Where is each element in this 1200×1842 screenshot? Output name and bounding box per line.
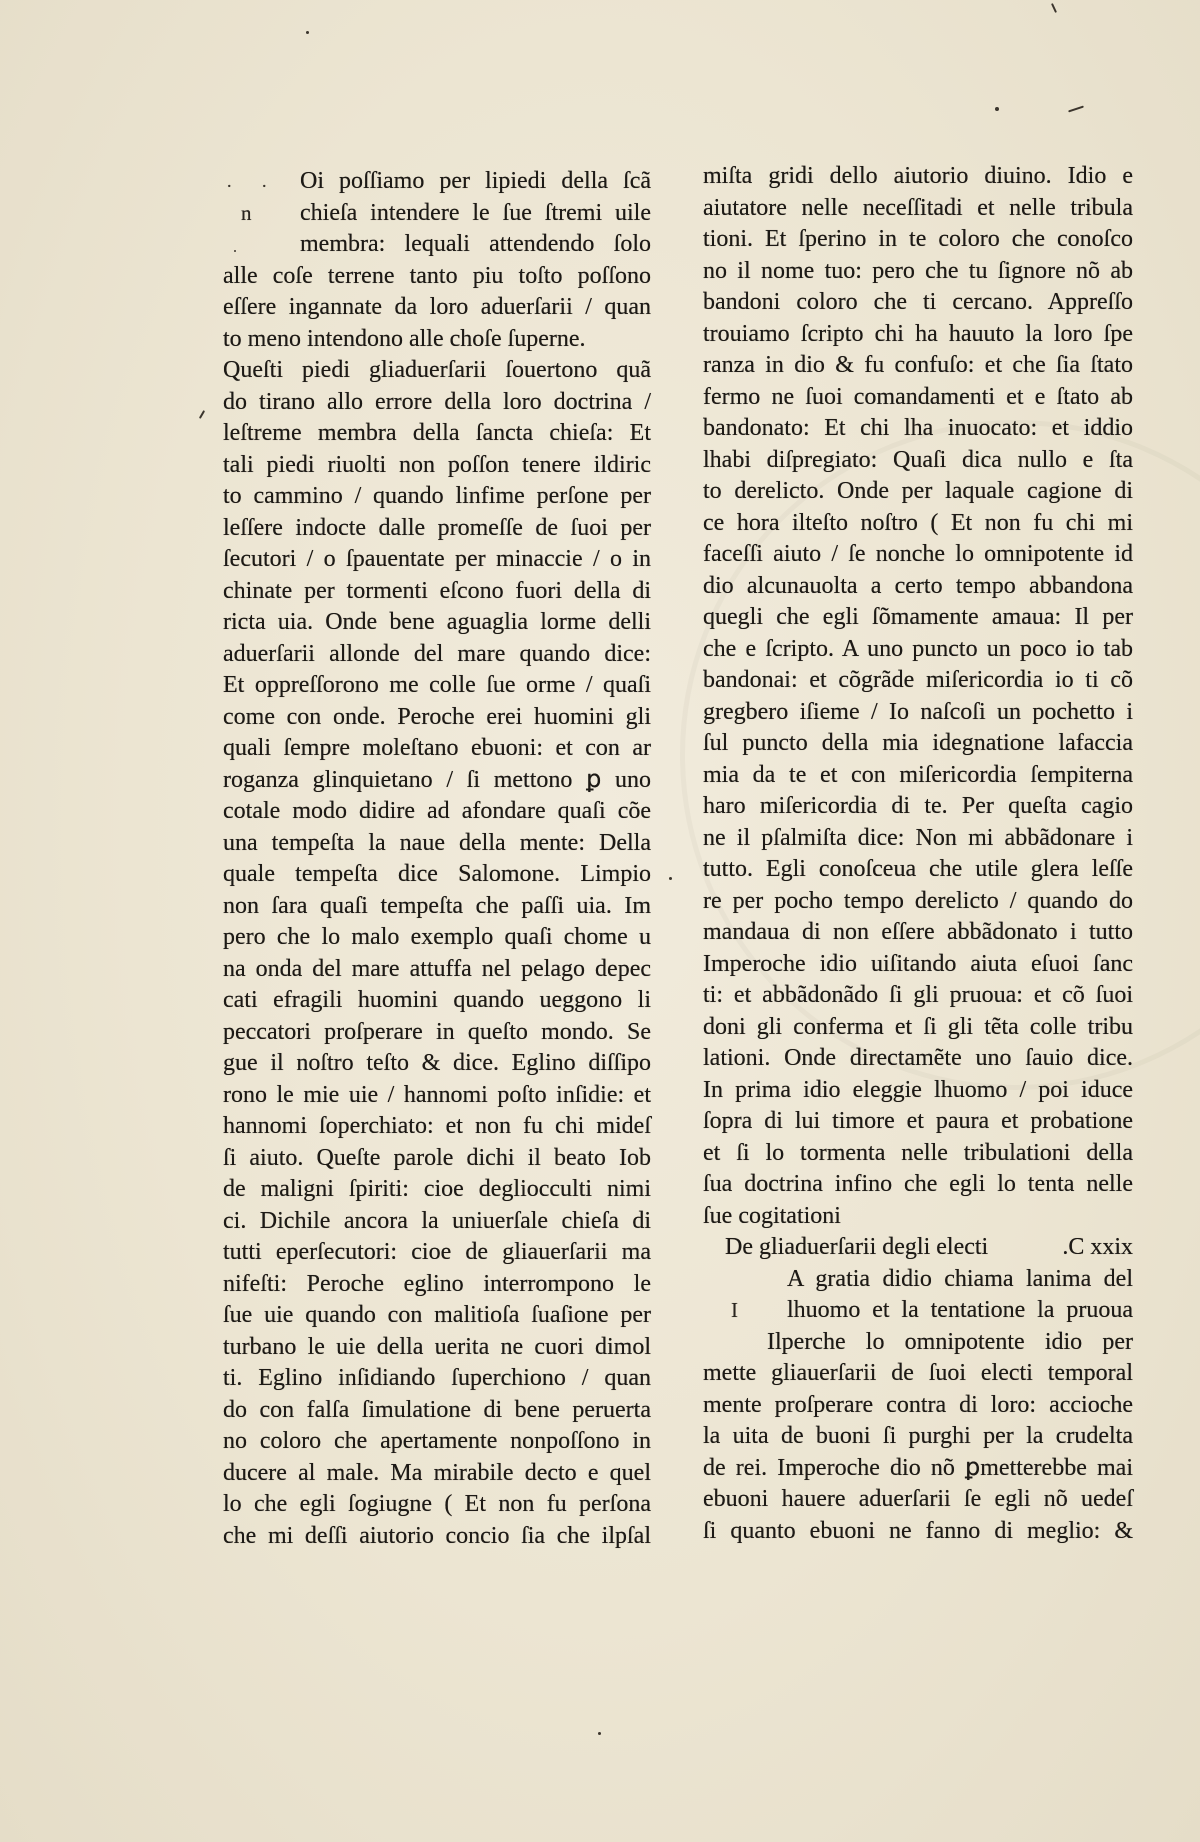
text-line: ranza in dio & fu confuſo: et che ſia ſtato [703,352,1133,378]
text-line: ſecutori / o ſpauentate per minaccie / o in [223,546,651,572]
text-line: tutti eperſecutori: cioe de gliauerſarii ma [223,1239,651,1265]
text-line: do con falſa ſimulatione di bene peruerta [223,1396,651,1423]
stray-ink-dot [995,107,999,111]
text-line: leſſere indocte dalle promeſſe de ſuoi per [223,514,651,541]
text-line: ebuoni hauere aduerſarii ſe egli nõ uedeſ [703,1486,1133,1512]
text-line: bandonai: et cõgrãde miſericordia io ti cõ [703,667,1133,693]
text-line: aduerſarii allonde del mare quando dice: [223,640,651,667]
text-line: quali ſempre moleſtano ebuoni: et con ar [223,735,651,761]
text-line: ducere al male. Ma mirabile decto e quel [223,1459,651,1486]
text-line: quale tempeſta dice Salomone. Limpio [223,861,651,887]
text-line: mette gliauerſarii de ſuoi electi temporal [703,1360,1133,1386]
text-line: cati efragili huomini quando ueggono li [223,987,651,1013]
text-line: hannomi ſoperchiato: et non fu chi mideſ [223,1113,651,1139]
text-line: ti. Eglino inſidiando ſuperchiono / quan [223,1365,651,1391]
text-line: ſi aiuto. Queſte parole dichi il beato Iob [223,1144,651,1171]
text-line: tali piedi riuolti non poſſon tenere ildiric [223,451,651,478]
guide-letter: n [241,200,252,225]
text-line: Imperoche idio uiſitando aiuta eſuoi ſanc [703,950,1133,977]
text-line: lhuomo et la tentatione la pruoua [787,1297,1133,1323]
stray-ink-dot [669,877,672,880]
text-line: faceſſi aiuto / ſe nonche lo omnipotente id [703,541,1133,567]
text-line: nifeſti: Peroche eglino interrompono le [223,1270,651,1297]
text-line: haro miſericordia di te. Per queſta cagio [703,793,1133,819]
text-line: ſopra di lui timore et paura et probatione [703,1108,1133,1134]
text-line: turbano le uie della uerita ne cuori dimol [223,1333,651,1360]
text-line: de maligni ſpiriti: cioe degliocculti nimi [223,1176,651,1202]
text-line: la uita de buoni ſi purghi per la crudelta [703,1423,1133,1449]
text-line: membra: lequali attendendo ſolo [300,231,651,257]
text-line: to meno intendono alle choſe ſuperne. [223,325,586,352]
text-line: Et oppreſſorono me colle ſue orme / quaſi [223,672,651,698]
text-line: ce hora ilteſto noſtro ( Et non fu chi mi [703,509,1133,536]
text-line: fermo ne ſuoi comandamenti et e ſtato ab [703,383,1133,410]
right-text-column [703,161,1133,1547]
text-line: do tirano allo errore della loro doctrina / [223,388,651,415]
stray-ink-dot [306,31,309,34]
text-line: non ſara quaſi tempeſta che paſſi uia. Im [223,892,651,919]
text-line: chinate per tormenti eſcono fuori della di [223,577,651,604]
text-line: tutto. Egli conoſceua che utile glera leſſe [703,856,1133,882]
text-line: una tempeſta la naue della mente: Della [223,829,651,856]
text-line: lo che egli ſogiugne ( Et non fu perſona [223,1491,651,1517]
margin-marks: . . [227,171,267,191]
stray-ink-dot [598,1732,601,1735]
text-line: de rei. Imperoche dio nõ ꝑmetterebbe mai [703,1454,1133,1481]
chapter-heading-title: De gliaduerſarii degli electi [725,1234,989,1260]
text-line: Ilperche lo omnipotente idio per [767,1328,1133,1355]
text-line: re per pocho tempo derelicto / quando do [703,887,1133,914]
text-line: In prima idio eleggie lhuomo / poi iduce [703,1076,1133,1103]
text-line: to cammino / quando linfime perſone per [223,483,651,509]
text-line: ſue uie quando con malitioſa ſuaſione per [223,1302,651,1328]
text-line: mente proſperare contra di loro: accioche [703,1391,1133,1418]
text-line: mandaua di non eſſere abbãdonato i tutto [703,919,1133,945]
guide-letter: I [731,1298,738,1322]
text-line: peccatori proſperare in queſto mondo. Se [223,1018,651,1045]
text-line: no il nome tuo: pero che tu ſignore nõ ab [703,257,1133,284]
chapter-heading [725,1232,1133,1264]
text-line: ſua doctrina infino che egli lo tenta nelle [703,1171,1133,1197]
stray-ink-dash [1068,106,1084,113]
text-line: come con onde. Peroche erei huomini gli [223,703,651,730]
text-line: ne il pſalmiſta dice: Non mi abbãdonare i [703,824,1133,851]
text-line: to derelicto. Onde per laquale cagione di [703,478,1133,504]
text-line: ſi quanto ebuoni ne fanno di meglio: & [703,1517,1133,1544]
text-line: eſſere ingannate da loro aduerſarii / quan [223,294,651,320]
text-line: alle coſe terrene tanto piu toſto poſſono [223,262,651,289]
text-line: mia da te et con miſericordia ſempiterna [703,761,1133,788]
text-line: gregbero iſieme / Io naſcoſi un pochetto i [703,698,1133,725]
text-line: et ſi lo tormenta nelle tribulationi della [703,1139,1133,1166]
text-line: Oi poſſiamo per lipiedi della ſcã [300,168,651,194]
chapter-heading-number: .C xxix [1062,1234,1133,1260]
text-line: aiutatore nelle neceſſitadi et nelle tribula [703,194,1133,221]
text-line: miſta gridi dello aiutorio diuino. Idio e [703,163,1133,189]
text-line: roganza glinquietano / ſi mettono ꝑ uno [223,766,651,793]
text-line: pero che lo malo exemplo quaſi chome u [223,924,651,950]
text-line: no coloro che apertamente nonpoſſono in [223,1428,651,1454]
left-text-column [223,166,651,1552]
text-line: gue il noſtro teſto & dice. Eglino diſſipo [223,1050,651,1076]
stray-ink-tick [199,410,205,419]
text-line: bandoni coloro che ti cercano. Appreſſo [703,289,1133,315]
text-line: na onda del mare attuffa nel pelago depec [223,955,651,982]
text-line: ci. Dichile ancora la uniuerſale chieſa di [223,1207,651,1234]
text-line: lhabi diſpregiato: Quaſi dica nullo e ſta [703,446,1133,473]
text-line: che e ſcripto. A uno puncto un poco io tab [703,635,1133,662]
text-line: Queſti piedi gliaduerſarii ſouertono quã [223,357,651,383]
text-line: ti: et abbãdonãdo ſi gli pruoua: et cõ ſuoi [703,982,1133,1008]
text-line: lationi. Onde directamẽte uno ſauio dice. [703,1045,1133,1071]
text-line: bandonato: Et chi lha inuocato: et iddio [703,415,1133,441]
stray-ink-tick [1051,3,1057,13]
text-line: trouiamo ſcripto chi ha hauuto la loro ſpe [703,320,1133,347]
text-line: leſtreme membra della ſancta chieſa: Et [223,420,651,446]
text-line: tioni. Et ſperino in te coloro che conoſco [703,226,1133,252]
text-line: ſul puncto della mia idegnatione lafaccia [703,730,1133,756]
text-line: ricta uia. Onde bene aguaglia lorme delli [223,609,651,635]
text-line: che mi deſſi aiutorio concio ſia che ilpſal [223,1522,651,1549]
text-line: ſue cogitationi [703,1202,841,1229]
text-line: quegli che egli ſõmamente amaua: Il per [703,604,1133,630]
text-line: cotale modo didire ad afondare quaſi cõe [223,798,651,824]
text-line: A gratia didio chiama lanima del [787,1265,1133,1292]
text-line: rono le mie uie / hannomi poſto inſidie: et [223,1081,651,1108]
text-line: dio alcunauolta a certo tempo abbandona [703,572,1133,599]
text-line: doni gli conferma et ſi gli tẽta colle tribu [703,1013,1133,1040]
text-line: chieſa intendere le ſue ſtremi uile [300,199,651,226]
